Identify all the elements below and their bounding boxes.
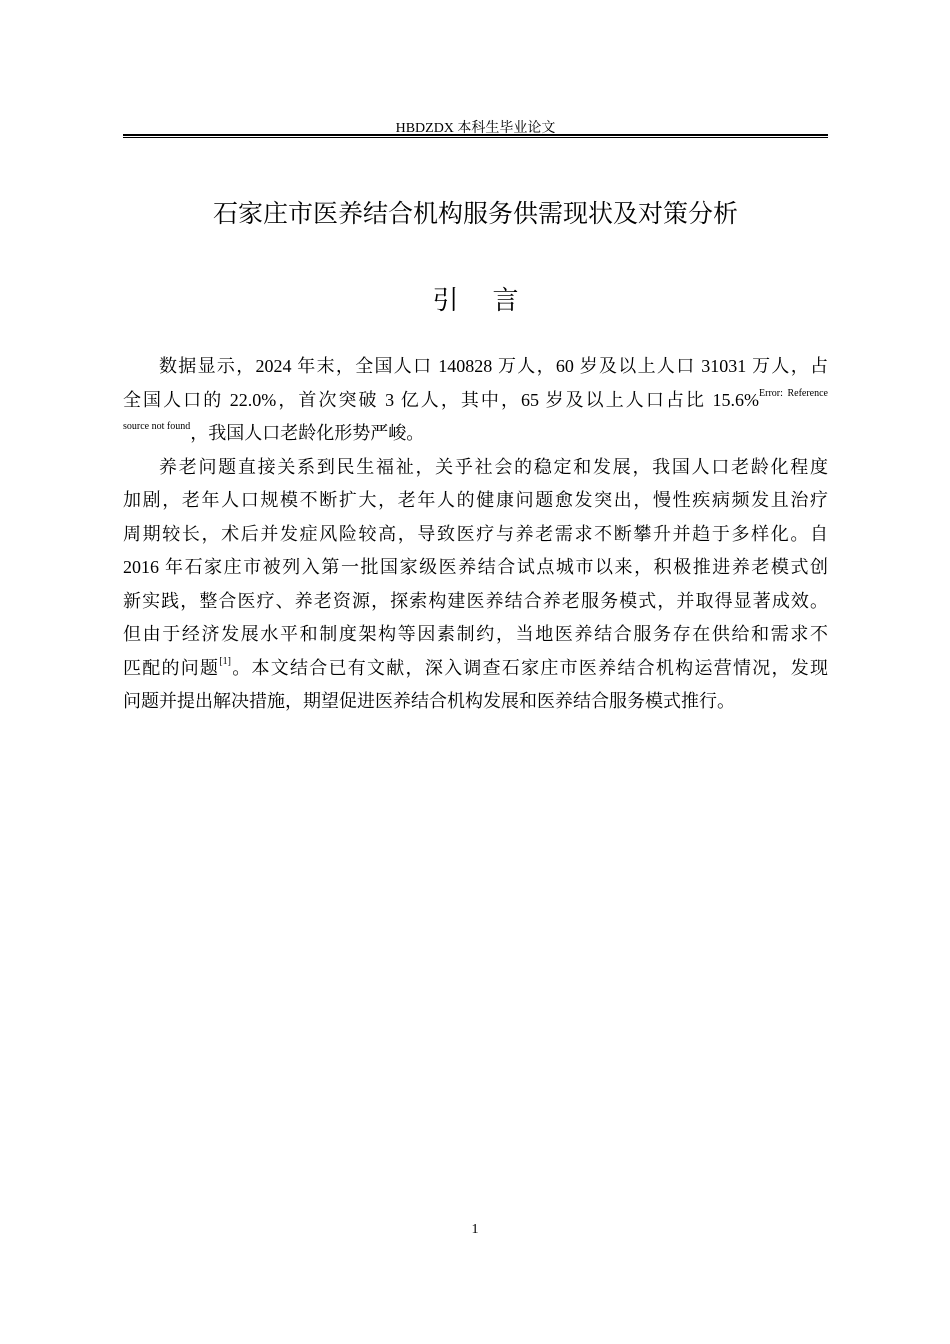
text-segment: 周期较长，术后并发症风险较高，导致医疗与养老需求不断攀升并趋于多样化。自	[123, 523, 828, 544]
text-segment: 但由于经济发展水平和制度架构等因素制约，当地医养结合服务存在供给和需求不	[123, 624, 828, 644]
text-line	[123, 417, 828, 451]
text-line	[123, 685, 828, 719]
header-rule-thin	[123, 137, 828, 138]
text-segment: 数据显示，2024 年末，全国人口 140828 万人，60 岁及以上人口 31031 万人，占	[159, 356, 828, 376]
body-text	[123, 350, 828, 719]
text-segment: 匹配的问题	[123, 657, 220, 678]
text-segment: 新实践，整合医疗、养老资源，探索构建医养结合养老服务模式，并取得显著成效。	[123, 590, 828, 611]
text-segment: 养老问题直接关系到民生福祉，关乎社会的稳定和发展，我国人口老龄化程度	[159, 456, 828, 477]
running-header: HBDZDX 本科生毕业论文	[395, 121, 556, 136]
citation-superscript: Error: Reference	[759, 387, 828, 399]
paragraph	[123, 350, 828, 451]
header-rule	[123, 134, 828, 136]
citation-superscript: source not found	[123, 421, 191, 432]
text-line	[123, 350, 828, 384]
text-line	[123, 551, 828, 585]
text-line	[123, 518, 828, 552]
citation-superscript: [1]	[219, 655, 231, 667]
text-line	[123, 484, 828, 518]
text-line	[123, 618, 828, 652]
text-segment: 全国人口的 22.0%，首次突破 3 亿人，其中，65 岁及以上人口占比 15.6%	[123, 389, 760, 410]
text-line	[123, 585, 828, 619]
text-segment: ，我国人口老龄化形势严峻。	[190, 423, 425, 443]
paragraph	[123, 451, 828, 719]
text-segment: 问题并提出解决措施，期望促进医养结合机构发展和医养结合服务模式推行。	[123, 691, 735, 711]
text-line	[123, 384, 828, 418]
section-heading: 引言	[432, 286, 553, 316]
text-segment: 2016 年石家庄市被列入第一批国家级医养结合试点城市以来，积极推进养老模式创	[123, 557, 828, 577]
text-segment: 加剧，老年人口规模不断扩大，老年人的健康问题愈发突出，慢性疾病频发且治疗	[123, 490, 828, 510]
text-segment: 。本文结合已有文献，深入调查石家庄市医养结合机构运营情况，发现	[230, 657, 828, 678]
text-line	[123, 652, 828, 686]
page-number: 1	[471, 1222, 479, 1237]
thesis-title: 石家庄市医养结合机构服务供需现状及对策分析	[212, 199, 738, 228]
text-line	[123, 451, 828, 485]
